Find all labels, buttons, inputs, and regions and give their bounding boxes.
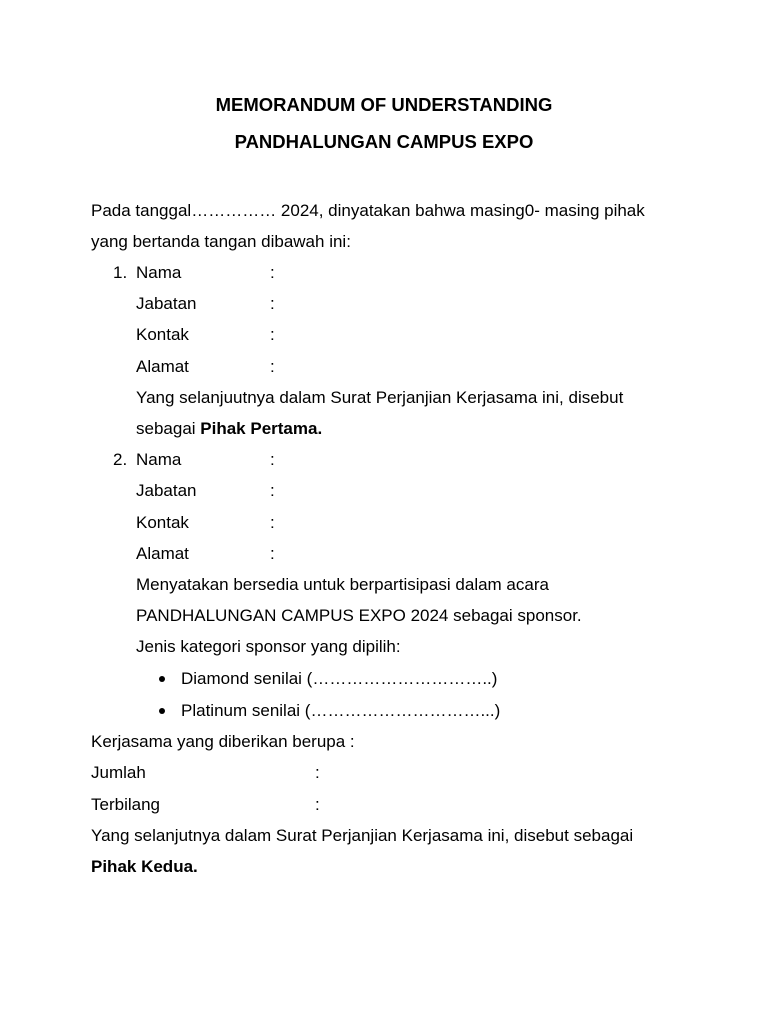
sponsor-category-platinum: Platinum senilai (…………………………...) [181,701,501,720]
document-title: MEMORANDUM OF UNDERSTANDING [215,94,553,115]
party2-position-colon: : [270,481,275,500]
party1-address-colon: : [270,357,275,376]
party1-name-label: Nama [136,263,182,282]
document-subtitle: PANDHALUNGAN CAMPUS EXPO [234,131,534,152]
sponsor-category-intro: Jenis kategori sponsor yang dipilih: [136,637,401,656]
party2-contact-label: Kontak [136,513,189,532]
party2-contact-colon: : [270,513,275,532]
party2-name-label: Nama [136,450,182,469]
closing-line-1: Yang selanjutnya dalam Surat Perjanjian Kerjasama ini, disebut sebagai [91,826,634,845]
party1-contact-label: Kontak [136,325,189,344]
bullet-icon [159,676,165,682]
party2-name-colon: : [270,450,275,469]
party1-statement-line-2 [136,418,322,440]
party1-designation: Pihak Pertama. [200,419,323,438]
party1-contact-colon: : [270,325,275,344]
party2-address-colon: : [270,544,275,563]
amount-colon: : [315,763,320,782]
bullet-icon [159,708,165,714]
intro-line-2: yang bertanda tangan dibawah ini: [91,232,351,251]
party1-statement-prefix: sebagai [136,419,201,438]
spelled-amount-colon: : [315,795,320,814]
spelled-amount-label: Terbilang [91,795,160,814]
party1-address-label: Alamat [136,357,189,376]
party2-number: 2. [113,450,128,469]
cooperation-label: Kerjasama yang diberikan berupa : [91,732,355,751]
intro-line-1: Pada tanggal…………… 2024, dinyatakan bahwa masing0- masing pihak [91,201,645,220]
party2-statement-line-1: Menyatakan bersedia untuk berpartisipasi dalam acara [136,575,549,594]
sponsor-category-diamond: Diamond senilai (…………………………..) [181,669,498,688]
amount-label: Jumlah [91,763,146,782]
party1-name-colon: : [270,263,275,282]
party1-position-label: Jabatan [136,294,197,313]
party1-number: 1. [113,263,128,282]
party2-address-label: Alamat [136,544,189,563]
party2-designation: Pihak Kedua. [91,857,198,876]
party2-position-label: Jabatan [136,481,197,500]
party1-statement-line-1: Yang selanjuutnya dalam Surat Perjanjian Kerjasama ini, disebut [136,388,624,407]
party1-position-colon: : [270,294,275,313]
party2-statement-line-2: PANDHALUNGAN CAMPUS EXPO 2024 sebagai sponsor. [136,606,582,625]
